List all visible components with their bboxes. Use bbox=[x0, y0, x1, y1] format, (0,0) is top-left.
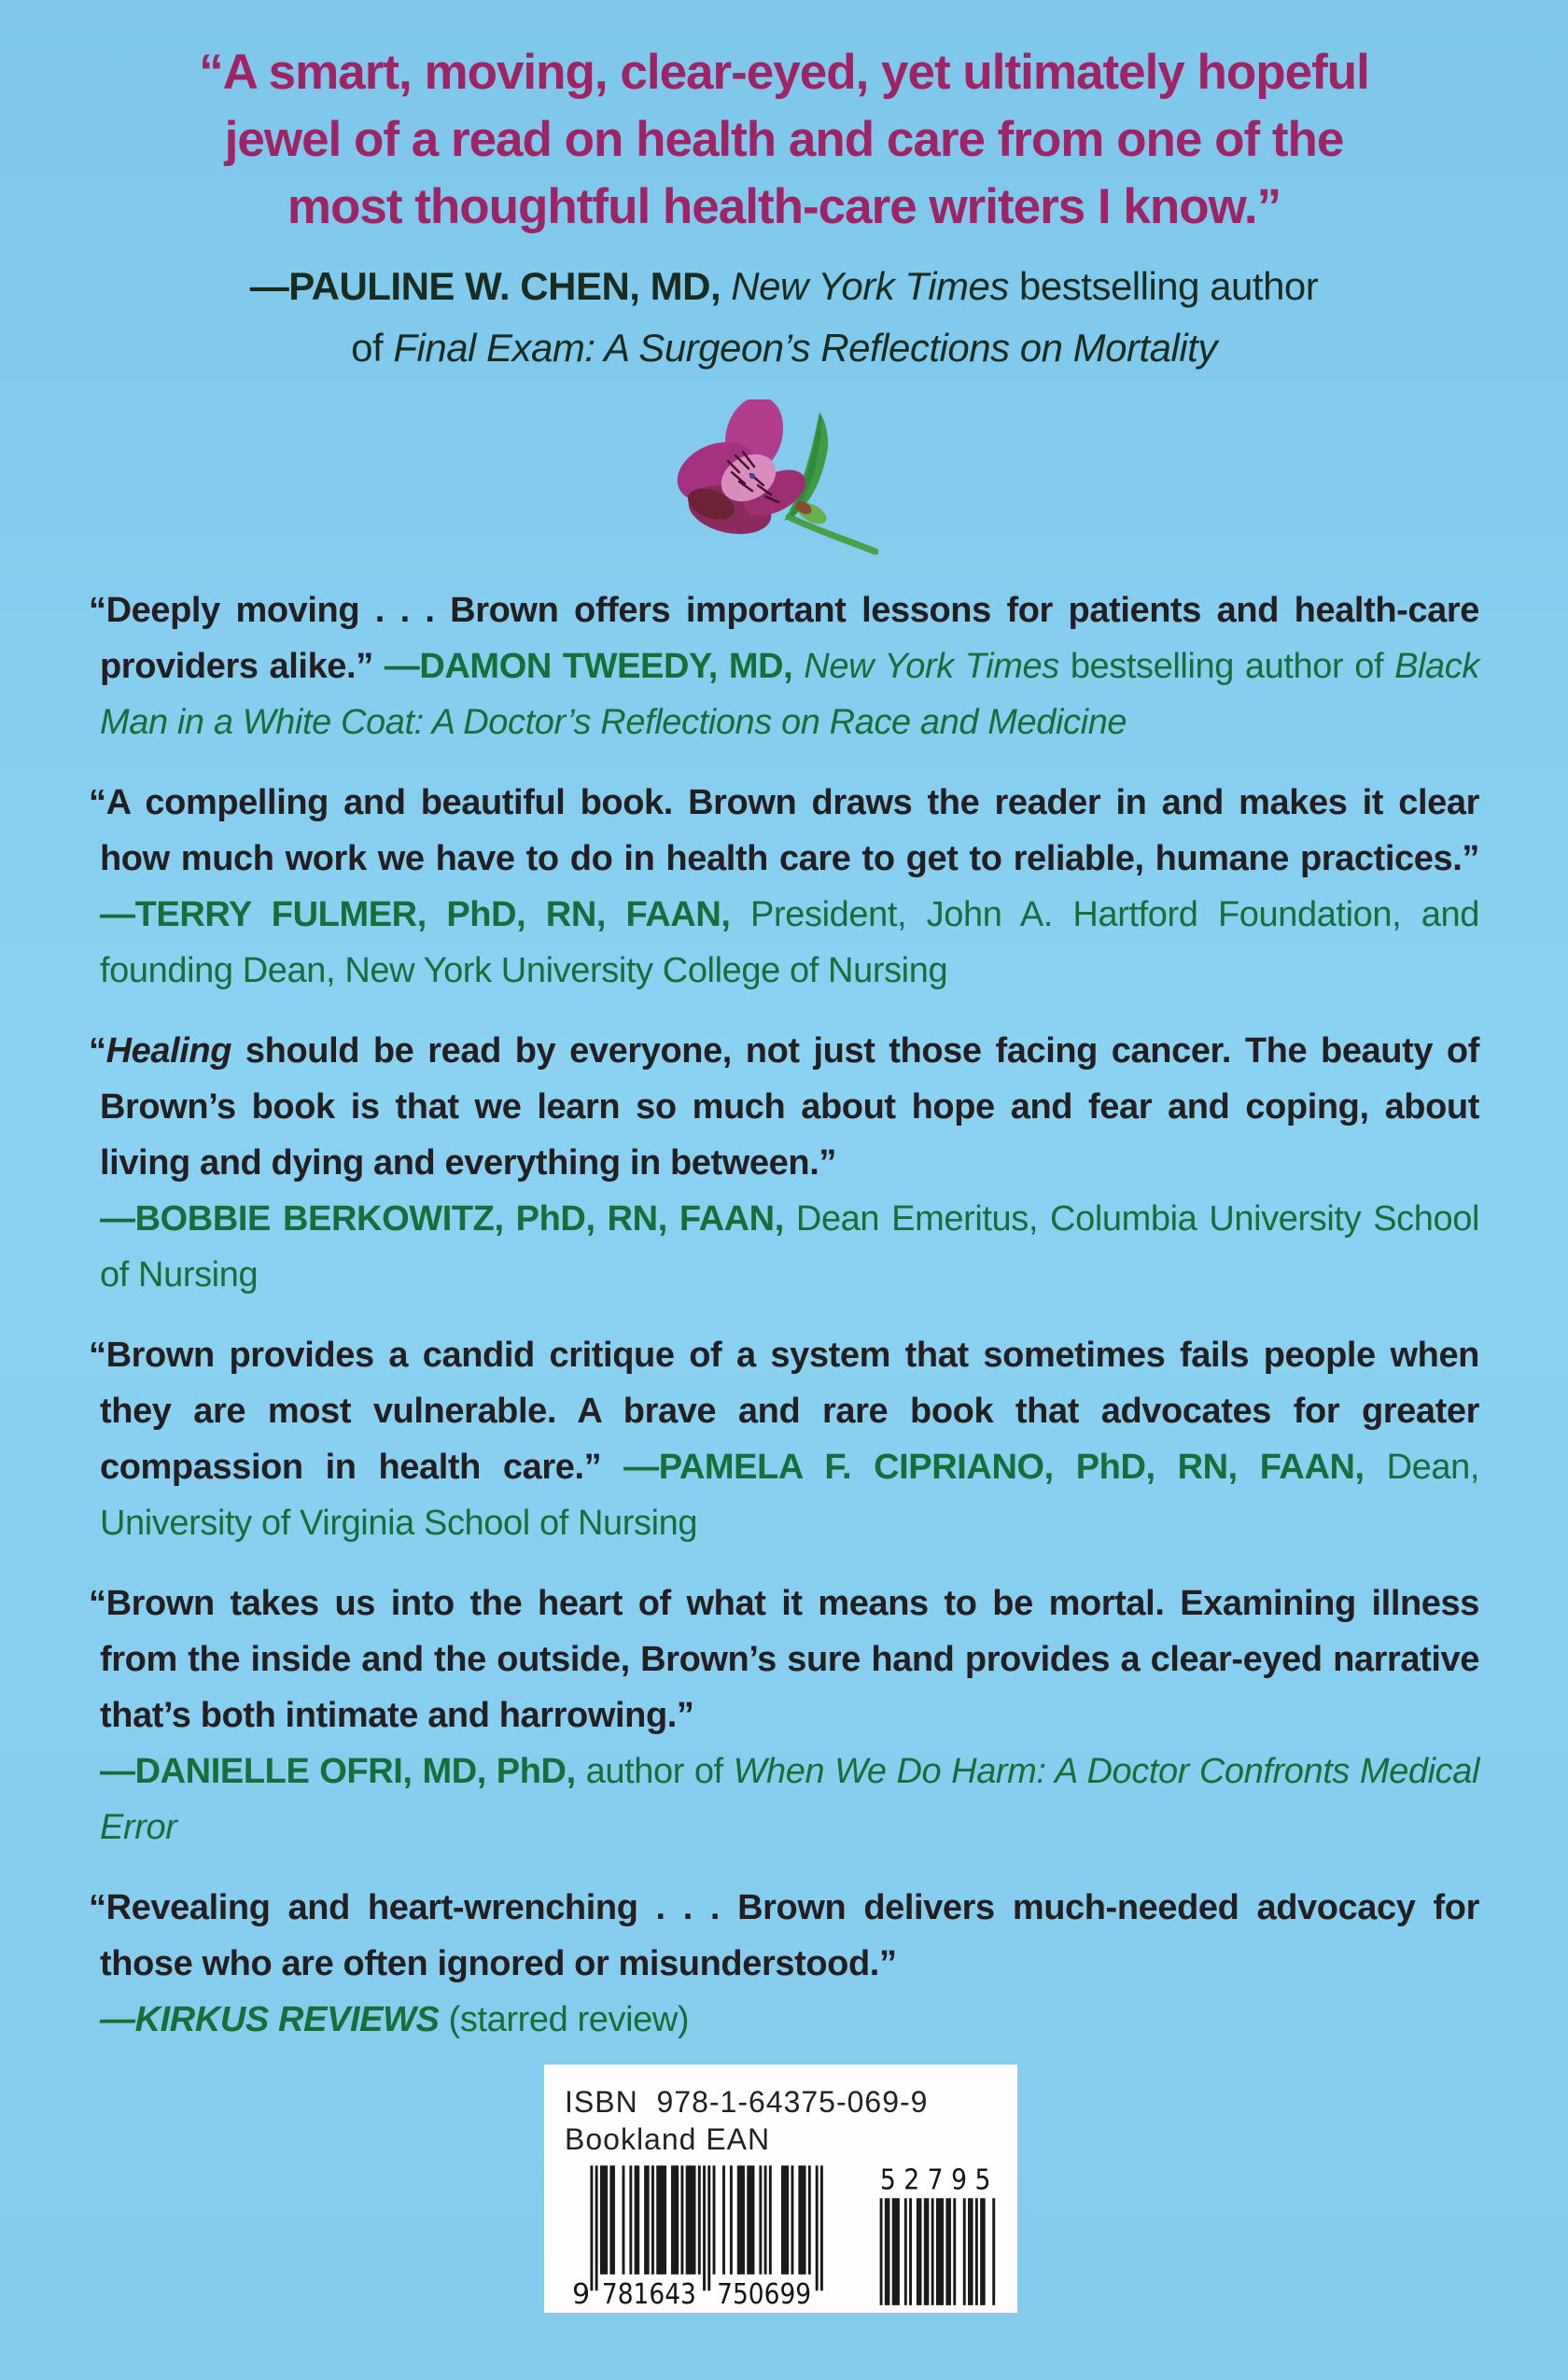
svg-text:781643: 781643 bbox=[601, 2277, 696, 2311]
text-segment: Dean, University of Virginia School of Nursing bbox=[100, 1448, 1479, 1543]
text-segment: author of bbox=[585, 1752, 734, 1791]
bookland-ean-label: Bookland EAN bbox=[565, 2122, 771, 2156]
headline-attribution-line bbox=[82, 317, 1486, 379]
headline-quote bbox=[0, 39, 1568, 241]
text-segment: “Brown takes us into the heart of what it means to be mortal. Examining illness from the inside and the outside, Brown’s sure hand provides a clear-eyed narrative that’s both intimate and harrowing.” bbox=[89, 1584, 1479, 1735]
text-segment: “Brown provides a candid critique of a system that sometimes fails people when they are most vulnerable. A brave and rare book that advocates for greater compassion in health care.” bbox=[89, 1336, 1479, 1487]
isbn-label: ISBN bbox=[565, 2085, 638, 2119]
headline-line: “A smart, moving, clear-eyed, yet ultimately hopeful bbox=[199, 45, 1369, 100]
text-segment: Black Man in a White Coat: A Doctor’s Reflections on Race and Medicine bbox=[100, 647, 1479, 742]
alstroemeria-flower-icon bbox=[672, 399, 896, 558]
text-segment: —KIRKUS REVIEWS bbox=[100, 2000, 440, 2039]
text-segment: Final Exam: A Surgeon’s Reflections on Mortality bbox=[393, 326, 1217, 370]
text-segment: bestselling author bbox=[1008, 264, 1319, 308]
text-segment: New York Times bbox=[804, 647, 1059, 686]
barcode-panel bbox=[544, 2065, 1017, 2313]
text-segment: New York Times bbox=[731, 264, 1009, 308]
blurb-paragraph bbox=[89, 1327, 1479, 1551]
text-segment: Healing bbox=[105, 1031, 232, 1071]
text-segment: When We Do Harm: A Doctor Confronts Medical Error bbox=[100, 1752, 1479, 1847]
blurb-paragraph bbox=[89, 582, 1479, 750]
text-segment: of bbox=[351, 326, 394, 370]
blurb-paragraph bbox=[89, 775, 1479, 999]
text-segment: —BOBBIE BERKOWITZ, PhD, RN, FAAN, bbox=[100, 1199, 796, 1239]
text-segment: “ bbox=[89, 1031, 106, 1071]
text-segment: —PAULINE W. CHEN, MD, bbox=[249, 264, 732, 308]
text-segment: Dean Emeritus, Columbia University School of Nursing bbox=[100, 1199, 1479, 1295]
text-segment: —DAMON TWEEDY, MD, bbox=[384, 647, 805, 686]
svg-text:5 2 7 9 5: 5 2 7 9 5 bbox=[879, 2163, 991, 2197]
text-segment: “A compelling and beautiful book. Brown draws the reader in and makes it clear how much work we have to do in health care to get to reliable, humane practices.” bbox=[89, 783, 1479, 878]
ean13-barcode bbox=[572, 2163, 831, 2311]
svg-text:9: 9 bbox=[572, 2277, 591, 2311]
headline-attribution-line bbox=[82, 256, 1486, 317]
text-segment: “Revealing and heart-wrenching . . . Brown delivers much-needed advocacy for those who are often ignored or misunderstood.” bbox=[89, 1888, 1479, 1983]
blurb-paragraph bbox=[89, 1880, 1479, 2048]
ean5-supplement-barcode bbox=[877, 2163, 999, 2311]
blurb-paragraph bbox=[89, 1023, 1479, 1303]
isbn-line bbox=[565, 2083, 999, 2121]
headline-attribution bbox=[0, 256, 1568, 379]
text-segment: —DANIELLE OFRI, MD, PhD, bbox=[100, 1752, 586, 1791]
headline-line: jewel of a read on health and care from one of the bbox=[224, 112, 1344, 167]
blurb-paragraph bbox=[89, 1575, 1479, 1855]
svg-text:750699: 750699 bbox=[717, 2277, 812, 2311]
text-segment: President, John A. Hartford Foundation, and founding Dean, New York University College of Nursing bbox=[100, 895, 1479, 990]
barcode-row bbox=[572, 2163, 999, 2311]
text-segment: “Deeply moving . . . Brown offers important lessons for patients and health-care providers alike.” bbox=[89, 591, 1479, 686]
flower-image bbox=[672, 399, 896, 558]
text-segment: —PAMELA F. CIPRIANO, PhD, RN, FAAN, bbox=[623, 1448, 1387, 1487]
isbn-number: 978-1-64375-069-9 bbox=[656, 2085, 929, 2119]
text-segment: should be read by everyone, not just those facing cancer. The beauty of Brown’s book is that we learn so much about hope and fear and coping, about living and dying and everything in between.” bbox=[100, 1031, 1479, 1183]
text-segment: (starred review) bbox=[439, 2000, 690, 2039]
blurb-list bbox=[0, 582, 1568, 2048]
text-segment: bestselling author of bbox=[1058, 647, 1395, 686]
headline-line: most thoughtful health-care writers I know.” bbox=[287, 179, 1281, 234]
text-segment: —TERRY FULMER, PhD, RN, FAAN, bbox=[100, 895, 751, 934]
